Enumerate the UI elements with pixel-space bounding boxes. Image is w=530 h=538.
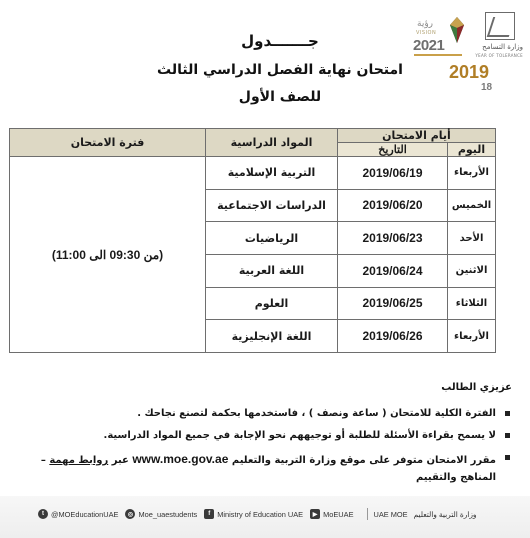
list-item — [22, 429, 512, 442]
bullet-icon — [505, 455, 510, 460]
note-text-1: الفترة الكلية للامتحان ( ساعة ونصف ) ، فاستخدمها بحكمة لتصنع نجاحك . — [137, 408, 496, 419]
important-links-link[interactable]: روابط مهمة — [49, 455, 109, 466]
instagram-icon: ◎ — [125, 509, 135, 519]
instagram-link[interactable] — [125, 509, 197, 519]
footer-divider — [367, 508, 368, 520]
day-cell: الخميس — [448, 189, 496, 222]
facebook-link[interactable] — [204, 509, 303, 519]
day-cell: الأربعاء — [448, 157, 496, 190]
notes-list — [22, 407, 512, 486]
date-cell: 2019/06/19 — [338, 157, 448, 190]
note-text-3-prefix: مقرر الامتحان متوفر على موقع وزارة التربية والتعليم — [231, 455, 496, 466]
note-text-3-middle: عبر — [111, 455, 129, 466]
vision-logo-text-ar: رؤية — [417, 19, 434, 29]
day-cell: الأحد — [448, 222, 496, 255]
ministry-logo-text-ar: وزارة التسامح — [482, 43, 523, 51]
list-item — [22, 407, 512, 420]
list-item — [22, 451, 512, 486]
subject-cell: التربية الإسلامية — [206, 157, 338, 190]
ministry-logo-text-en: YEAR OF TOLERANCE — [475, 53, 523, 58]
exam-schedule-table — [9, 128, 496, 353]
date-cell: 2019/06/24 — [338, 254, 448, 287]
day-cell: الاثنين — [448, 254, 496, 287]
subject-cell: الرياضيات — [206, 222, 338, 255]
ministry-logo-mark-icon — [485, 12, 515, 40]
page-number: 18 — [481, 82, 493, 93]
social-links — [38, 507, 476, 521]
day-cell: الأربعاء — [448, 320, 496, 353]
subject-cell: العلوم — [206, 287, 338, 320]
vision-emblem-icon — [449, 16, 465, 44]
note-text-2: لا يسمح بقراءة الأسئلة للطلبة أو توجيههم نحو الإجابة في جميع المواد الدراسية. — [103, 430, 496, 441]
title-line-3: للصف الأول — [238, 89, 322, 105]
vision-2021-logo — [411, 16, 467, 58]
header-period: فترة الامتحان — [10, 129, 206, 157]
footer-ministry-name: وزارة التربية والتعليم — [413, 509, 477, 519]
note-text-3-dash: – — [40, 455, 46, 466]
ministry-logo — [473, 12, 525, 62]
youtube-link[interactable] — [310, 509, 353, 519]
subject-cell: الدراسات الاجتماعية — [206, 189, 338, 222]
youtube-icon: ▶ — [310, 509, 320, 519]
header-date: التاريخ — [338, 143, 448, 157]
day-cell: الثلاثاء — [448, 287, 496, 320]
subject-cell: اللغة الإنجليزية — [206, 320, 338, 353]
instagram-handle: Moe_uaestudents — [138, 509, 198, 519]
date-cell: 2019/06/25 — [338, 287, 448, 320]
date-cell: 2019/06/26 — [338, 320, 448, 353]
page-header — [0, 0, 530, 112]
table-row — [10, 157, 496, 190]
bullet-icon — [505, 433, 510, 438]
note-text-3-line2: المناهج والتقييم — [415, 472, 496, 483]
student-notes — [22, 382, 512, 495]
youtube-handle: MoEUAE — [323, 509, 354, 519]
vision-logo-underline — [414, 54, 462, 56]
title-line-1: جـــــــدول — [241, 32, 319, 50]
notes-greeting: عزيزي الطالب — [441, 382, 512, 393]
facebook-icon: f — [204, 509, 214, 519]
page-footer — [0, 496, 530, 538]
title-line-2: امتحان نهاية الفصل الدراسي الثالث — [157, 62, 403, 78]
footer-brand: UAE MOE — [373, 509, 408, 519]
twitter-handle: @MOEducationUAE — [51, 509, 119, 519]
twitter-link[interactable] — [38, 509, 118, 519]
date-cell: 2019/06/20 — [338, 189, 448, 222]
facebook-handle: Ministry of Education UAE — [217, 509, 304, 519]
header-subjects: المواد الدراسية — [206, 129, 338, 157]
header-day: اليوم — [448, 143, 496, 157]
vision-logo-year: 2021 — [413, 37, 445, 54]
subject-cell: اللغة العربية — [206, 254, 338, 287]
vision-logo-text-en: VISION — [416, 30, 437, 36]
date-cell: 2019/06/23 — [338, 222, 448, 255]
document-year: 2019 — [449, 62, 490, 82]
twitter-icon: t — [38, 509, 48, 519]
moe-website-link[interactable]: www.moe.gov.ae — [132, 452, 229, 466]
exam-period-cell: (من 09:30 الى 11:00) — [10, 157, 206, 353]
header-exam-days: أيام الامتحان — [338, 129, 496, 143]
bullet-icon — [505, 411, 510, 416]
